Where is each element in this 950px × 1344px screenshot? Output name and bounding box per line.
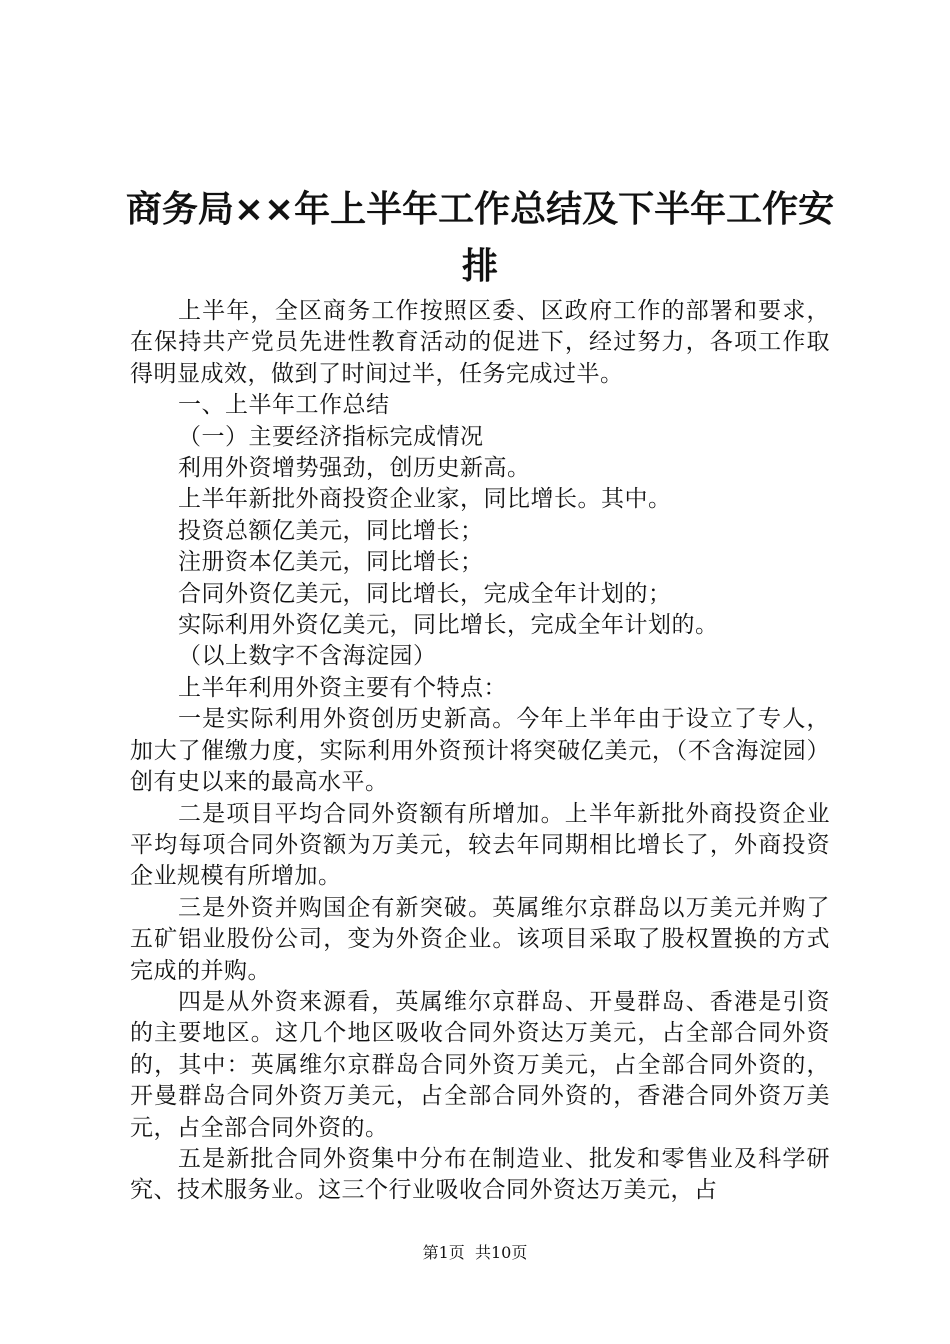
paragraph: 合同外资亿美元，同比增长，完成全年计划的； bbox=[178, 580, 672, 607]
document-body bbox=[130, 296, 830, 1207]
paragraph: 二是项目平均合同外资额有所增加。上半年新批外商投资企业平均每项合同外资额为万美元，较去年同期相比增长了，外商投资企业规模有所增加。 bbox=[130, 800, 830, 890]
page-total: 共10页 bbox=[474, 1243, 528, 1262]
paragraph: 上半年新批外商投资企业家，同比增长。其中。 bbox=[178, 486, 672, 513]
paragraph-note: （以上数字不含海淀园） bbox=[178, 643, 437, 670]
section-heading: 一、上半年工作总结 bbox=[178, 392, 390, 419]
paragraph-intro: 上半年，全区商务工作按照区委、区政府工作的部署和要求，在保持共产党员先进性教育活动的促进下，经过努力，各项工作取得明显成效，做到了时间过半，任务完成过半。 bbox=[130, 298, 830, 387]
paragraph: 上半年利用外资主要有个特点： bbox=[178, 674, 507, 701]
paragraph: 五是新批合同外资集中分布在制造业、批发和零售业及科学研究、技术服务业。这三个行业吸收合同外资达万美元，占 bbox=[130, 1145, 830, 1204]
paragraph: 三是外资并购国企有新突破。英属维尔京群岛以万美元并购了五矿铝业股份公司，变为外资企业。该项目采取了股权置换的方式完成的并购。 bbox=[130, 894, 830, 984]
document-title-line-2: 排 bbox=[461, 246, 498, 287]
paragraph: 投资总额亿美元，同比增长； bbox=[178, 517, 484, 544]
paragraph: 利用外资增势强劲，创历史新高。 bbox=[178, 455, 531, 482]
page-footer bbox=[0, 1242, 950, 1264]
paragraph: 一是实际利用外资创历史新高。今年上半年由于设立了专人，加大了催缴力度，实际利用外资预计将突破亿美元，（不含海淀园）创有史以来的最高水平。 bbox=[130, 706, 830, 796]
subsection-heading: （一）主要经济指标完成情况 bbox=[178, 423, 484, 450]
page-number: 第1页 bbox=[422, 1243, 465, 1262]
paragraph: 实际利用外资亿美元，同比增长，完成全年计划的。 bbox=[178, 612, 719, 639]
paragraph: 注册资本亿美元，同比增长； bbox=[178, 549, 484, 576]
document-title-line-1: 商务局××年上半年工作总结及下半年工作安 bbox=[125, 189, 835, 230]
paragraph: 四是从外资来源看，英属维尔京群岛、开曼群岛、香港是引资的主要地区。这几个地区吸收合同外资达万美元，占全部合同外资的，其中：英属维尔京群岛合同外资万美元，占全部合同外资的，开曼群岛合同外资万美元，占全部合同外资的，香港合同外资万美元，占全部合同外资的。 bbox=[130, 988, 830, 1141]
